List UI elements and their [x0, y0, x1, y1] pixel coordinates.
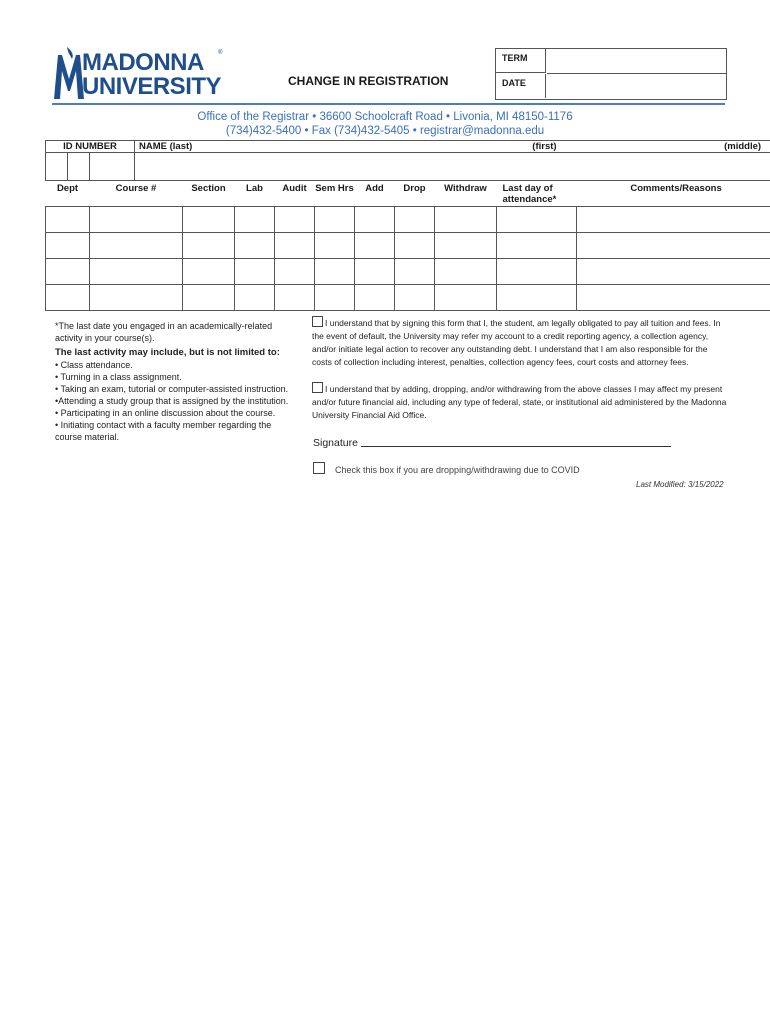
course-cell-add[interactable] [355, 233, 395, 259]
course-cell-add[interactable] [355, 285, 395, 311]
course-cell-comments[interactable] [577, 207, 770, 233]
id-name-header-row [46, 141, 770, 153]
covid-label: Check this box if you are dropping/withdrawing due to COVID [335, 465, 580, 475]
course-cell-section[interactable] [183, 207, 235, 233]
col-withdraw: Withdraw [444, 183, 487, 194]
col-course-number: Course # [115, 183, 157, 194]
date-label: DATE [496, 74, 546, 98]
id-digit-1[interactable] [46, 153, 68, 181]
logo-text-university: UNIVERSITY [82, 73, 222, 100]
col-lab: Lab [246, 183, 263, 194]
course-cell-dept[interactable] [46, 259, 90, 285]
form-title: CHANGE IN REGISTRATION [288, 74, 449, 88]
name-last-label: NAME (last) [135, 141, 315, 153]
tuition-agreement-text: I understand that by signing this form that I, the student, am legally obligated to pay all tuition and fees. In the event of default, the University may refer my account to a credit reporting agency, a collection agency, and/or initiate legal action to recover any outstanding debt. I understand that I am also responsible for the costs of collection including interest, penalties, collection agency fees, court costs and attorney fees. [312, 318, 721, 367]
col-comments-reasons: Comments/Reasons [630, 183, 722, 194]
course-cell-audit[interactable] [275, 285, 315, 311]
financial-aid-agreement-text: I understand that by adding, dropping, and/or withdrawing from the above classes I may affect my present and/or future financial aid, including any type of federal, state, or institutional aid administered by the Madonna University Financial Aid Office. [312, 384, 727, 420]
id-name-input-row [46, 153, 770, 181]
course-cell-add[interactable] [355, 207, 395, 233]
signature-field[interactable] [361, 436, 671, 447]
course-cell-audit[interactable] [275, 207, 315, 233]
course-cell-lab[interactable] [235, 285, 275, 311]
date-field[interactable] [547, 74, 726, 98]
course-cell-last-day[interactable] [497, 259, 577, 285]
course-cell-sem-hrs[interactable] [315, 207, 355, 233]
note-heading: The last activity may include, but is not limited to: [55, 347, 280, 358]
note-item: • Turning in a class assignment. [55, 372, 182, 382]
course-cell-section[interactable] [183, 233, 235, 259]
tuition-agreement-checkbox[interactable] [312, 316, 323, 327]
col-last-day-attendance: Last day of attendance* [502, 183, 557, 205]
course-cell-sem-hrs[interactable] [315, 285, 355, 311]
course-cell-withdraw[interactable] [435, 233, 497, 259]
course-row [46, 259, 770, 285]
col-audit: Audit [282, 183, 307, 194]
course-cell-last-day[interactable] [497, 233, 577, 259]
course-cell-dept[interactable] [46, 233, 90, 259]
course-cell-audit[interactable] [275, 233, 315, 259]
header-divider [52, 103, 725, 105]
name-field[interactable] [135, 153, 770, 181]
office-contact: (734)432-5400 • Fax (734)432-5405 • registrar@madonna.edu [225, 125, 545, 137]
course-cell-drop[interactable] [395, 207, 435, 233]
course-cell-dept[interactable] [46, 285, 90, 311]
col-section: Section [191, 183, 226, 194]
term-label: TERM [496, 49, 546, 73]
signature-label: Signature [313, 437, 358, 449]
course-cell-comments[interactable] [577, 259, 770, 285]
term-date-box [495, 48, 727, 100]
note-item: • Taking an exam, tutorial or computer-assisted instruction. [55, 384, 289, 394]
course-cell-course-number[interactable] [90, 285, 183, 311]
col-dept: Dept [56, 183, 79, 194]
note-item: • Initiating contact with a faculty member regarding the course material. [55, 420, 272, 442]
course-row [46, 233, 770, 259]
col-sem-hrs: Sem Hrs [315, 183, 354, 194]
last-activity-note [55, 320, 300, 443]
madonna-logo-icon [52, 45, 86, 101]
course-cell-last-day[interactable] [497, 207, 577, 233]
note-item: • Class attendance. [55, 360, 133, 370]
course-cell-section[interactable] [183, 285, 235, 311]
signature-row [313, 436, 671, 449]
name-first-label: (first) [315, 141, 577, 153]
course-cell-section[interactable] [183, 259, 235, 285]
course-cell-last-day[interactable] [497, 285, 577, 311]
financial-aid-agreement [312, 382, 727, 422]
note-item: •Attending a study group that is assigned by the institution. [55, 396, 289, 406]
course-cell-course-number[interactable] [90, 207, 183, 233]
course-cell-lab[interactable] [235, 207, 275, 233]
course-cell-comments[interactable] [577, 285, 770, 311]
tuition-agreement [312, 316, 727, 369]
course-header-row [46, 181, 770, 207]
course-cell-drop[interactable] [395, 285, 435, 311]
logo-text-madonna: MADONNA [82, 49, 204, 76]
course-cell-course-number[interactable] [90, 259, 183, 285]
note-item: • Participating in an online discussion about the course. [55, 408, 276, 418]
logo-trademark: ® [218, 50, 223, 56]
covid-checkbox[interactable] [313, 462, 325, 474]
id-digit-2[interactable] [68, 153, 90, 181]
course-row [46, 207, 770, 233]
note-intro: *The last date you engaged in an academically-related activity in your course(s). [55, 321, 273, 343]
course-cell-withdraw[interactable] [435, 259, 497, 285]
term-field[interactable] [547, 49, 726, 74]
course-cell-withdraw[interactable] [435, 285, 497, 311]
course-row [46, 285, 770, 311]
id-number-label: ID NUMBER [46, 141, 135, 153]
course-cell-sem-hrs[interactable] [315, 259, 355, 285]
name-middle-label: (middle) [577, 141, 770, 153]
course-cell-withdraw[interactable] [435, 207, 497, 233]
col-add: Add [365, 183, 384, 194]
office-address: Office of the Registrar • 36600 Schoolcraft Road • Livonia, MI 48150-1176 [197, 111, 573, 123]
course-cell-course-number[interactable] [90, 233, 183, 259]
madonna-logo [52, 45, 237, 101]
course-cell-lab[interactable] [235, 233, 275, 259]
registration-table [45, 140, 770, 311]
course-cell-add[interactable] [355, 259, 395, 285]
id-digit-3[interactable] [90, 153, 135, 181]
financial-aid-agreement-checkbox[interactable] [312, 382, 323, 393]
course-cell-sem-hrs[interactable] [315, 233, 355, 259]
course-cell-drop[interactable] [395, 259, 435, 285]
course-rows [46, 207, 770, 311]
course-cell-drop[interactable] [395, 233, 435, 259]
course-cell-lab[interactable] [235, 259, 275, 285]
covid-row [313, 462, 580, 475]
course-cell-audit[interactable] [275, 259, 315, 285]
course-cell-comments[interactable] [577, 233, 770, 259]
last-modified: Last Modified: 3/15/2022 [636, 480, 724, 489]
col-drop: Drop [403, 183, 426, 194]
course-cell-dept[interactable] [46, 207, 90, 233]
